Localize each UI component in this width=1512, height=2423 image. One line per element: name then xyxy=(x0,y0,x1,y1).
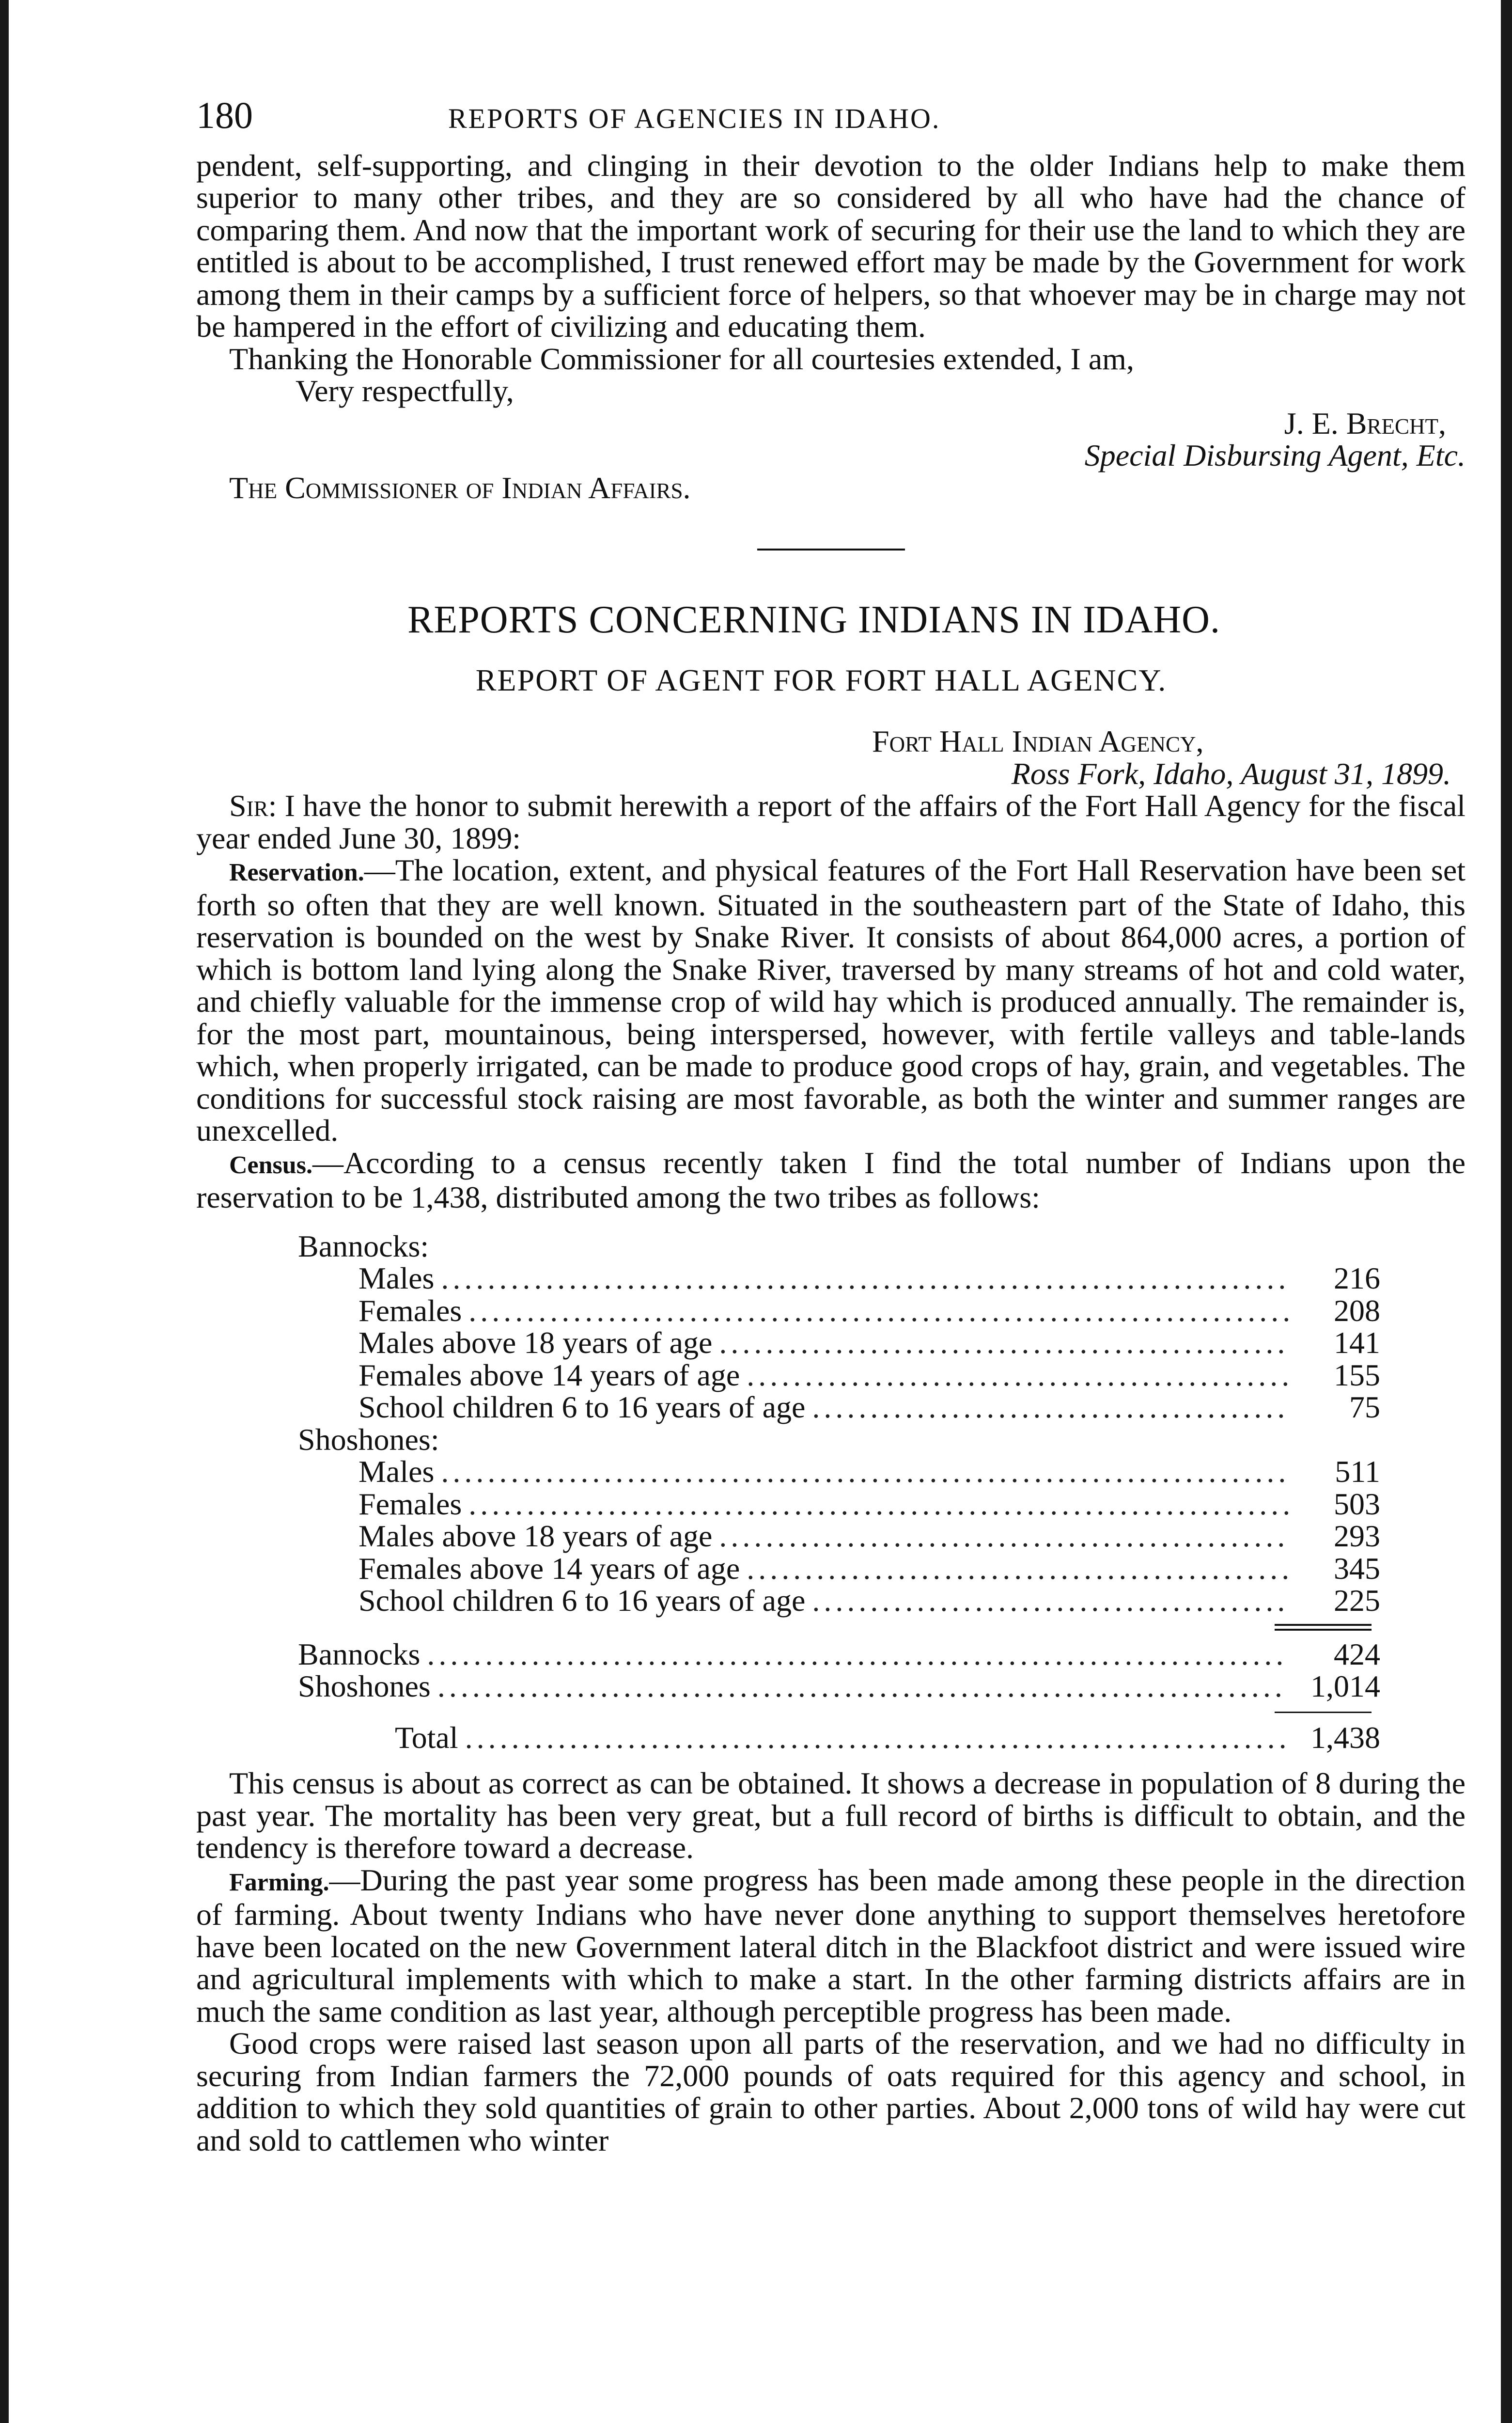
section-title: REPORTS CONCERNING INDIANS IN IDAHO. xyxy=(407,598,1220,641)
farming-sidehead: Farming. xyxy=(229,1868,329,1896)
running-title: REPORTS OF AGENCIES IN IDAHO. xyxy=(448,103,941,134)
table-row: School children 6 to 16 years of age ..... 225 xyxy=(196,1585,1465,1617)
table-row: School children 6 to 16 years of age ..... 75 xyxy=(196,1391,1465,1424)
total-rule xyxy=(1275,1712,1372,1713)
total-row: Total ..... 1,438 xyxy=(196,1722,1465,1754)
farming-paragraph xyxy=(196,1864,1465,2028)
table-group-heading: Bannocks: xyxy=(298,1228,429,1263)
scan-border-left xyxy=(0,0,9,2423)
page-number: 180 xyxy=(196,94,253,136)
table-row: Males ..... 216 xyxy=(196,1262,1465,1295)
document-page xyxy=(196,94,1466,2157)
census-sidehead: Census. xyxy=(229,1151,312,1179)
summary-row: Shoshones ..... 1,014 xyxy=(196,1670,1465,1703)
after-census-paragraph: This census is about as correct as can be obtained. It shows a decrease in population of 8 during the past year. The mortality has been very great, but a full record of births is difficult to obtain, and the tendency is therefore toward a decrease. xyxy=(196,1766,1465,1865)
letter-closing: Thanking the Honorable Commissioner for all courtesies extended, I am, xyxy=(229,341,1134,376)
letter-continuation: pendent, self-supporting, and clinging in their devotion to the older Indians help to make them superior to many other tribes, and they are so considered by all who have had the chance of comparing them. And now that the important work of securing for their use the land to which they are entitled is about to be accomplished, I trust renewed effort may be made by the Government for work among them in their camps by a sufficient force of helpers, so that whoever may be in charge may not be hampered in the effort of civilizing and educating them. xyxy=(196,148,1465,344)
letter-addressee: The Commissioner of Indian Affairs. xyxy=(229,470,691,505)
table-row: Females above 14 years of age ..... 155 xyxy=(196,1359,1465,1392)
dateline-date: Ross Fork, Idaho, August 31, 1899. xyxy=(1011,756,1451,791)
page-header xyxy=(196,94,1465,136)
dateline-place: Fort Hall Indian Agency, xyxy=(872,724,1204,758)
intro-text: I have the honor to submit herewith a report of the affairs of the Fort Hall Agency for the fiscal year ended June 30, 1899: xyxy=(196,788,1466,855)
reservation-sidehead: Reservation. xyxy=(229,859,364,886)
table-row: Males ..... 511 xyxy=(196,1456,1465,1488)
reservation-text: —The location, extent, and physical features of the Fort Hall Reservation have been set forth so often that they are well known. Situated in the southeastern part of the State of Idaho, this reservation is bounded on the west by Snake River. It consists of about 864,000 acres, a portion of which is bottom land lying along the Snake River, traversed by many streams of hot and cold water, and chiefly valuable for the immense crop of wild hay which is produced annually. The remainder is, for the most part, mountainous, being interspersed, however, with fertile valleys and table-lands which, when properly irrigated, can be made to produce good crops of hay, grain, and vegetables. The conditions for successful stock raising are most favorable, as both the winter and summer ranges are unexcelled. xyxy=(196,853,1465,1148)
section-divider xyxy=(757,549,905,551)
census-paragraph xyxy=(196,1147,1465,1214)
farming-text: —During the past year some progress has been made among these people in the direction of farming. About twenty Indians who have never done anything to support themselves heretofore have been located on the new Government lateral ditch in the Blackfoot district and were issued wire and agricultural implements with which to make a start. In the other farming districts affairs are in much the same condition as last year, although perceptible progress has been made. xyxy=(196,1862,1465,2029)
salutation: Sir: xyxy=(229,788,277,823)
table-group-heading: Shoshones: xyxy=(298,1422,439,1457)
table-row: Males above 18 years of age ..... 141 xyxy=(196,1327,1465,1359)
census-table xyxy=(196,1230,1465,1754)
double-rule xyxy=(1275,1624,1372,1631)
reservation-paragraph xyxy=(196,854,1465,1147)
summary-row: Bannocks ..... 424 xyxy=(196,1638,1465,1671)
signature-title: Special Disbursing Agent, Etc. xyxy=(1084,438,1465,472)
table-row: Females above 14 years of age ..... 345 xyxy=(196,1553,1465,1585)
table-row: Females ..... 208 xyxy=(196,1295,1465,1327)
letter-valediction: Very respectfully, xyxy=(296,374,514,408)
report-subtitle: REPORT OF AGENT FOR FORT HALL AGENCY. xyxy=(475,662,1167,697)
crops-paragraph: Good crops were raised last season upon all parts of the reservation, and we had no difficulty in securing from Indian farmers the 72,000 pounds of oats required for this agency and school, in addition to which they sold quantities of grain to other parties. About 2,000 tons of wild hay were cut and sold to cattlemen who winter xyxy=(196,2026,1465,2157)
table-row: Females ..... 503 xyxy=(196,1488,1465,1521)
scan-border-right xyxy=(1501,0,1512,2423)
census-text: —According to a census recently taken I find the total number of Indians upon the reservation to be 1,438, distributed among the two tribes as follows: xyxy=(196,1145,1465,1214)
signature-name: J. E. Brecht, xyxy=(1284,406,1446,441)
report-intro xyxy=(196,790,1465,854)
table-row: Males above 18 years of age ..... 293 xyxy=(196,1520,1465,1553)
